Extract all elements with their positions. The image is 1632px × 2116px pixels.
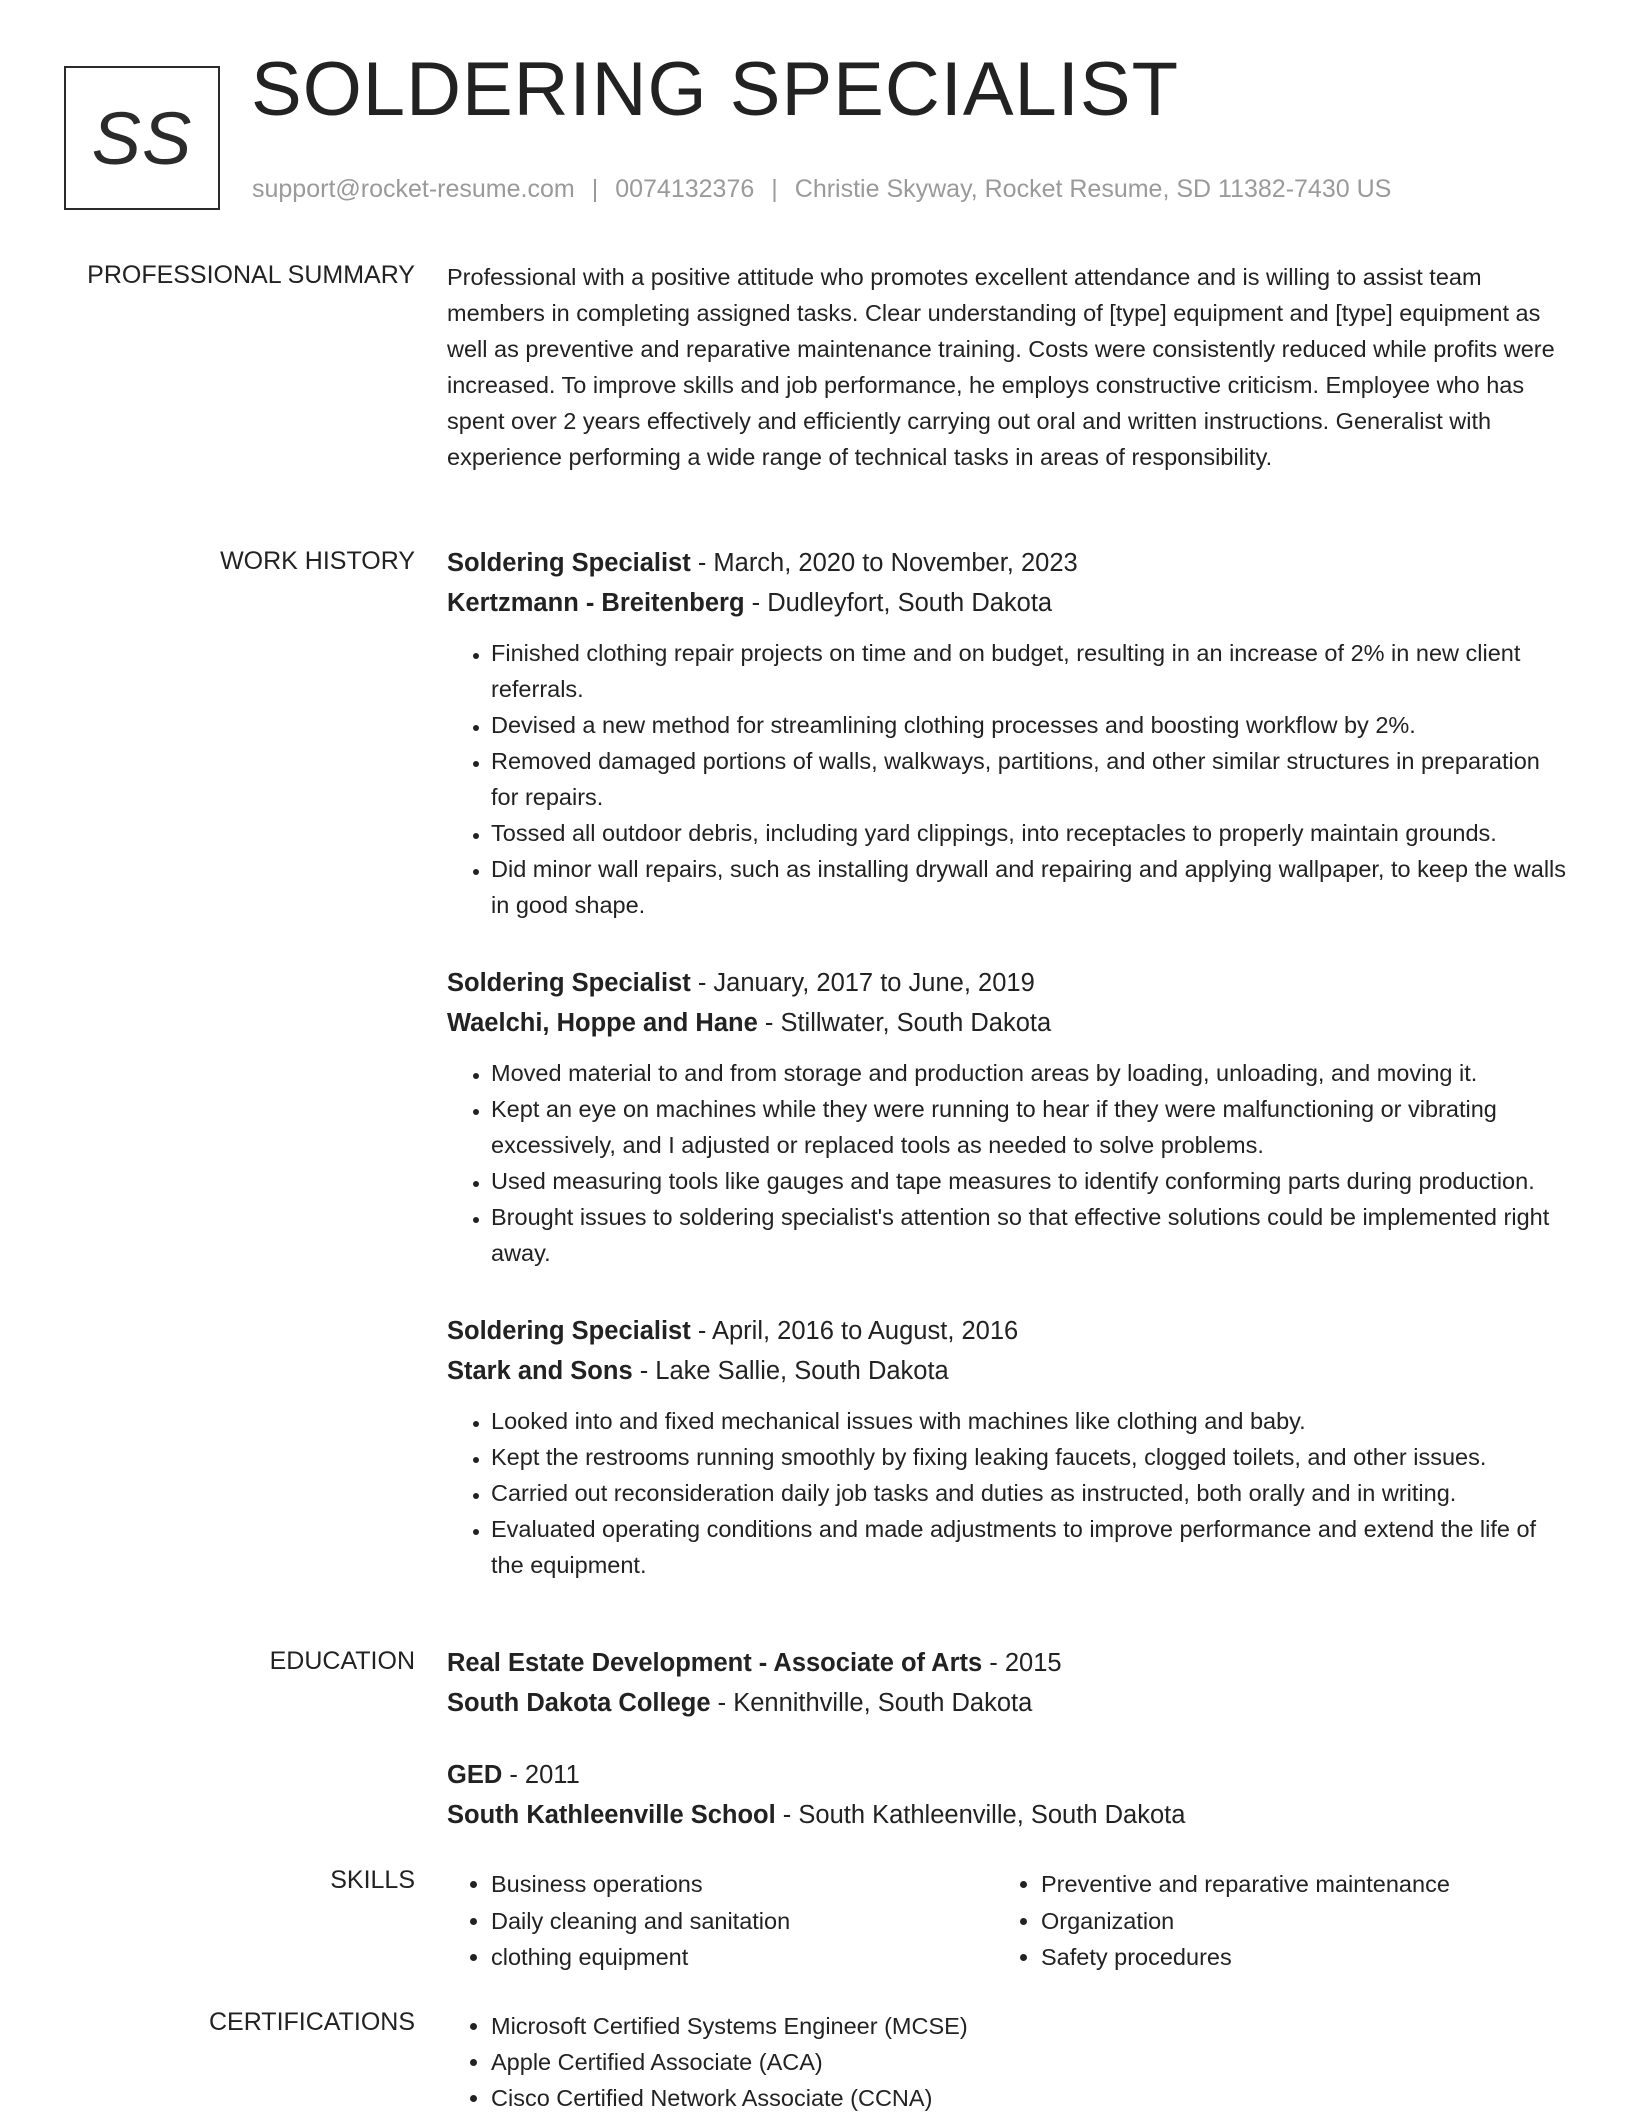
education-location: - South Kathleenville, South Dakota	[775, 1801, 1186, 1829]
skills-grid	[447, 1866, 1569, 1976]
job-bullet: • Evaluated operating conditions and made adjustments to improve performance and extend the life of the equipment.	[491, 1511, 1569, 1583]
section-title-skills: SKILLS	[330, 1866, 415, 1894]
education-year: - 2015	[982, 1649, 1062, 1677]
skills-column-right	[997, 1866, 1547, 1976]
job-bullet: • Tossed all outdoor debris, including yard clippings, into receptacles to properly maintain grounds.	[491, 815, 1569, 851]
job-bullet: • Kept an eye on machines while they were running to hear if they were malfunctioning or vibrating excessively, and I adjusted or replaced tools as needed to solve problems.	[491, 1091, 1569, 1163]
contact-line	[252, 175, 1391, 204]
job-bullet: • Used measuring tools like gauges and tape measures to identify conforming parts during production.	[491, 1163, 1569, 1199]
skill-item: • Daily cleaning and sanitation	[491, 1903, 997, 1940]
education-list	[447, 1643, 1569, 1867]
job-location: - Dudleyfort, South Dakota	[744, 589, 1053, 617]
job-bullet: • Brought issues to soldering specialist's attention so that effective solutions could be implemented right away.	[491, 1199, 1569, 1271]
education-year: - 2011	[502, 1761, 580, 1789]
job-bullet: • Looked into and fixed mechanical issues with machines like clothing and baby.	[491, 1403, 1569, 1439]
job-company-line	[447, 1351, 1569, 1391]
skill-item: • Organization	[1041, 1903, 1547, 1940]
resume-name: SOLDERING SPECIALIST	[251, 47, 1180, 132]
section-title-certifications: CERTIFICATIONS	[208, 2008, 415, 2036]
job-company: Kertzmann - Breitenberg	[447, 589, 745, 617]
education-degree: Real Estate Development - Associate of Arts	[447, 1649, 983, 1677]
section-title-education: EDUCATION	[269, 1647, 415, 1675]
job-bullet: • Finished clothing repair projects on time and on budget, resulting in an increase of 2% in new client referrals.	[491, 635, 1569, 707]
education-school-line	[447, 1683, 1569, 1723]
education-degree-line	[447, 1755, 1569, 1795]
job-location: - Stillwater, South Dakota	[757, 1009, 1052, 1037]
job-entry	[447, 1311, 1569, 1583]
job-bullet: • Kept the restrooms running smoothly by fixing leaking faucets, clogged toilets, and other issues.	[491, 1439, 1569, 1475]
contact-email[interactable]: support@rocket-resume.com	[252, 175, 575, 203]
certification-item: • Microsoft Certified Systems Engineer (MCSE)	[491, 2008, 1569, 2044]
education-school: South Dakota College	[447, 1689, 711, 1717]
job-bullets	[447, 1403, 1569, 1583]
education-degree: GED	[447, 1761, 503, 1789]
education-entry	[447, 1643, 1569, 1723]
job-bullet: • Devised a new method for streamlining clothing processes and boosting workflow by 2%.	[491, 707, 1569, 743]
skills-column-left	[447, 1866, 997, 1976]
job-company: Stark and Sons	[447, 1357, 633, 1385]
job-company: Waelchi, Hoppe and Hane	[447, 1009, 758, 1037]
job-dates: - March, 2020 to November, 2023	[690, 549, 1078, 577]
job-role: Soldering Specialist	[447, 549, 691, 577]
job-company-line	[447, 1003, 1569, 1043]
job-entry	[447, 963, 1569, 1271]
certification-item: • Cisco Certified Network Associate (CCNA)	[491, 2080, 1569, 2116]
job-bullets	[447, 635, 1569, 923]
section-title-summary: PROFESSIONAL SUMMARY	[87, 261, 415, 289]
job-title-line	[447, 963, 1569, 1003]
contact-phone[interactable]: 0074132376	[615, 175, 755, 203]
education-school: South Kathleenville School	[447, 1801, 776, 1829]
job-dates: - April, 2016 to August, 2016	[690, 1317, 1019, 1345]
job-bullet: • Did minor wall repairs, such as installing drywall and repairing and applying wallpaper, to keep the walls in good shape.	[491, 851, 1569, 923]
job-title-line	[447, 543, 1569, 583]
section-title-work-history: WORK HISTORY	[220, 547, 415, 575]
education-school-line	[447, 1795, 1569, 1835]
job-role: Soldering Specialist	[447, 969, 691, 997]
monogram-logo	[64, 66, 220, 210]
skill-item: • Safety procedures	[1041, 1939, 1547, 1976]
education-entry	[447, 1755, 1569, 1835]
job-location: - Lake Sallie, South Dakota	[632, 1357, 949, 1385]
work-history-list	[447, 543, 1569, 1623]
job-title-line	[447, 1311, 1569, 1351]
job-bullets	[447, 1055, 1569, 1271]
skill-item: • clothing equipment	[491, 1939, 997, 1976]
skill-item: • Business operations	[491, 1866, 997, 1903]
education-degree-line	[447, 1643, 1569, 1683]
job-dates: - January, 2017 to June, 2019	[690, 969, 1035, 997]
contact-address: Christie Skyway, Rocket Resume, SD 11382-7430 US	[794, 175, 1392, 203]
education-location: - Kennithville, South Dakota	[710, 1689, 1033, 1717]
job-bullet: • Carried out reconsideration daily job tasks and duties as instructed, both orally and in writing.	[491, 1475, 1569, 1511]
job-bullet: • Moved material to and from storage and production areas by loading, unloading, and moving it.	[491, 1055, 1569, 1091]
skill-item: • Preventive and reparative maintenance	[1041, 1866, 1547, 1903]
contact-separator: |	[771, 175, 778, 203]
job-role: Soldering Specialist	[447, 1317, 691, 1345]
job-bullet: • Removed damaged portions of walls, walkways, partitions, and other similar structures in preparation for repairs.	[491, 743, 1569, 815]
contact-separator: |	[591, 175, 599, 203]
job-company-line	[447, 583, 1569, 623]
monogram-text: SS	[91, 96, 193, 180]
summary-text: Professional with a positive attitude who promotes excellent attendance and is willing to assist team members in completing assigned tasks. Clear understanding of [type] equipment and [type] equipment as well as preventive and reparative maintenance training. Costs were consistently reduced while profits were increased. To improve skills and job performance, he employs constructive criticism. Employee who has spent over 2 years effectively and efficiently carrying out oral and written instructions. Generalist with experience performing a wide range of technical tasks in areas of responsibility.	[447, 264, 1555, 470]
certification-item: • Apple Certified Associate (ACA)	[491, 2044, 1569, 2080]
certifications-list	[447, 2008, 1569, 2116]
job-entry	[447, 543, 1569, 923]
